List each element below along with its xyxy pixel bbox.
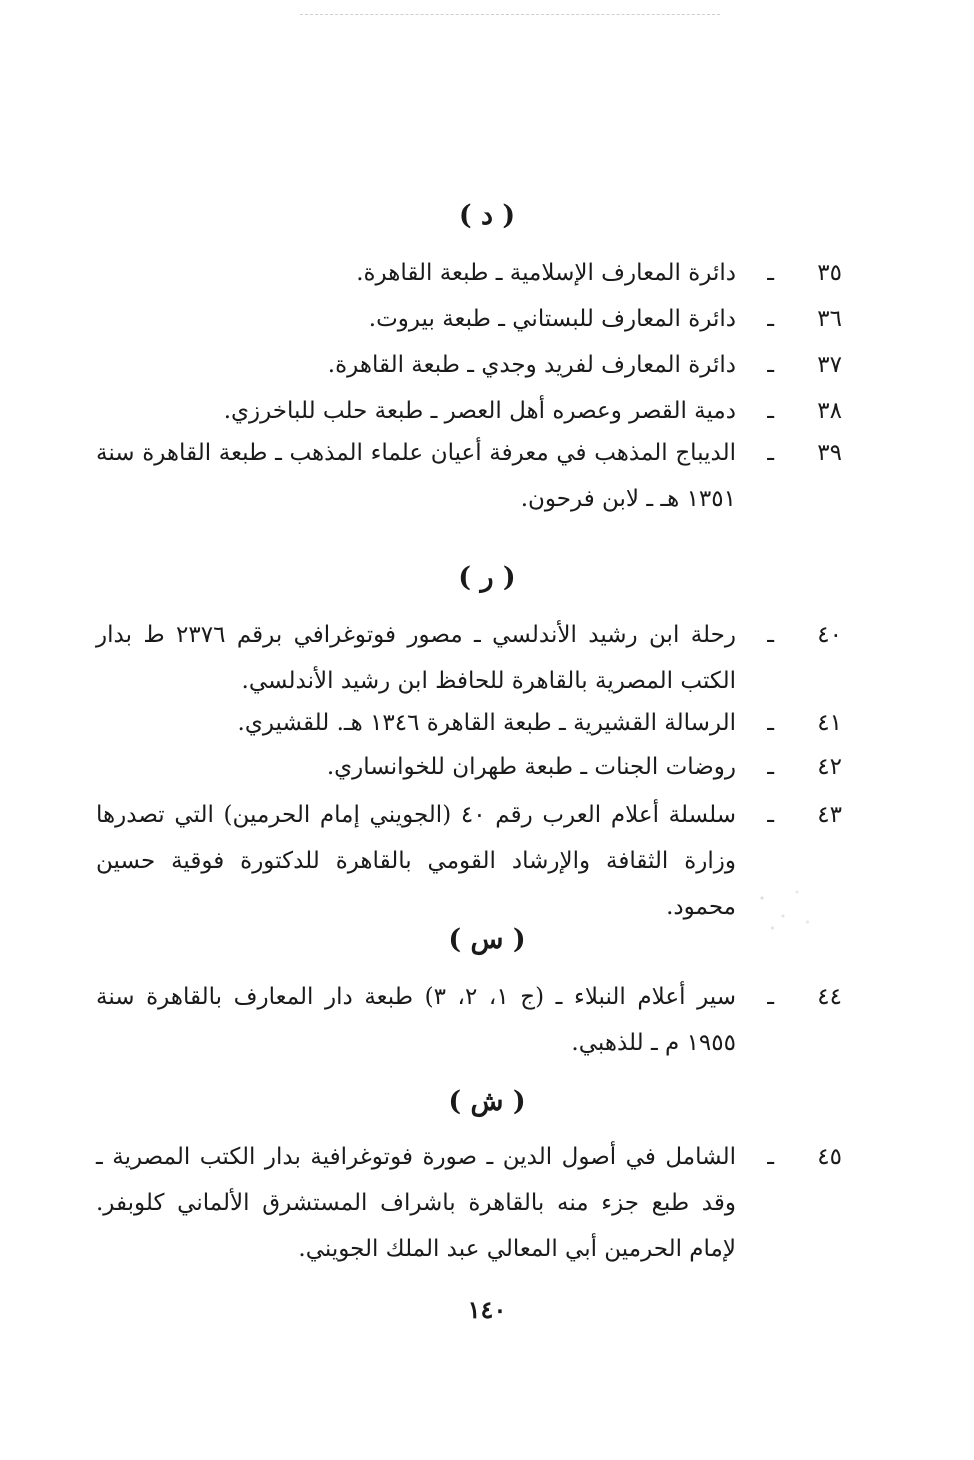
entry-text: الديباج المذهب في معرفة أعيان علماء المذهب ـ طبعة القاهرة سنة ١٣٥١ هـ ـ لابن فرحون. xyxy=(96,440,736,512)
entry-number: ٤٢ xyxy=(817,754,842,780)
entry-number: ٤٣ xyxy=(817,802,842,828)
entry-dash: ـ xyxy=(767,352,774,378)
entry-number: ٤١ xyxy=(817,710,842,736)
top-edge-rule xyxy=(300,14,720,15)
entry-number: ٤٠ xyxy=(817,622,842,648)
bibliography-entry xyxy=(0,296,974,342)
entry-dash: ـ xyxy=(767,440,774,466)
bibliography-entry xyxy=(0,700,974,746)
entry-dash: ـ xyxy=(767,306,774,332)
bibliography-entry xyxy=(0,388,974,434)
entry-number: ٤٥ xyxy=(817,1144,842,1170)
entry-dash: ـ xyxy=(767,622,774,648)
bibliography-entry xyxy=(0,974,974,1066)
entry-dash: ـ xyxy=(767,802,774,828)
entry-number: ٤٤ xyxy=(817,984,842,1010)
entry-text: الشامل في أصول الدين ـ صورة فوتوغرافية بدار الكتب المصرية ـ وقد طبع جزء منه بالقاهرة باشراف المستشرق الألماني كلوبفر. لإمام الحرمين أبي المعالي عبد الملك الجويني. xyxy=(96,1144,736,1262)
bibliography-entry xyxy=(0,792,974,920)
entry-number: ٣٥ xyxy=(817,260,842,286)
entry-dash: ـ xyxy=(767,984,774,1010)
entry-dash: ـ xyxy=(767,710,774,736)
entry-text: سير أعلام النبلاء ـ (ج ١، ٢، ٣) طبعة دار المعارف بالقاهرة سنة ١٩٥٥ م ـ للذهبي. xyxy=(96,984,736,1056)
entry-dash: ـ xyxy=(767,1144,774,1170)
section-heading-dal: ( د ) xyxy=(458,200,516,231)
entry-text: الرسالة القشيرية ـ طبعة القاهرة ١٣٤٦ هـ. للقشيري. xyxy=(237,710,736,736)
bibliography-entry xyxy=(0,342,974,388)
entry-number: ٣٨ xyxy=(817,398,842,424)
page-number: ١٤٠ xyxy=(467,1295,507,1324)
entry-dash: ـ xyxy=(767,260,774,286)
entry-number: ٣٦ xyxy=(817,306,842,332)
bibliography-entry xyxy=(0,1134,974,1272)
entry-dash: ـ xyxy=(767,398,774,424)
section-heading-ra: ( ر ) xyxy=(458,562,516,593)
entry-text: سلسلة أعلام العرب رقم ٤٠ (الجويني إمام الحرمين) التي تصدرها وزارة الثقافة والإرشاد القومي بالقاهرة للدكتورة فوقية حسين محمود. xyxy=(96,802,736,920)
section-heading-sin: ( س ) xyxy=(448,924,526,955)
entry-dash: ـ xyxy=(767,754,774,780)
entry-text: دائرة المعارف الإسلامية ـ طبعة القاهرة. xyxy=(356,260,736,286)
entry-text: روضات الجنات ـ طبعة طهران للخوانساري. xyxy=(326,754,736,780)
entry-number: ٣٧ xyxy=(817,352,842,378)
entry-text: رحلة ابن رشيد الأندلسي ـ مصور فوتوغرافي برقم ٢٣٧٦ ط بدار الكتب المصرية بالقاهرة للحافظ ابن رشيد الأندلسي. xyxy=(96,622,736,694)
bibliography-entry xyxy=(0,250,974,296)
bibliography-entry xyxy=(0,612,974,704)
entry-text: دائرة المعارف للبستاني ـ طبعة بيروت. xyxy=(368,306,736,332)
bibliography-entry xyxy=(0,744,974,790)
entry-text: دمية القصر وعصره أهل العصر ـ طبعة حلب للباخرزي. xyxy=(223,398,736,424)
bibliography-entry xyxy=(0,430,974,522)
entry-text: دائرة المعارف لفريد وجدي ـ طبعة القاهرة. xyxy=(327,352,736,378)
section-heading-shin: ( ش ) xyxy=(448,1086,526,1117)
entry-number: ٣٩ xyxy=(817,440,842,466)
